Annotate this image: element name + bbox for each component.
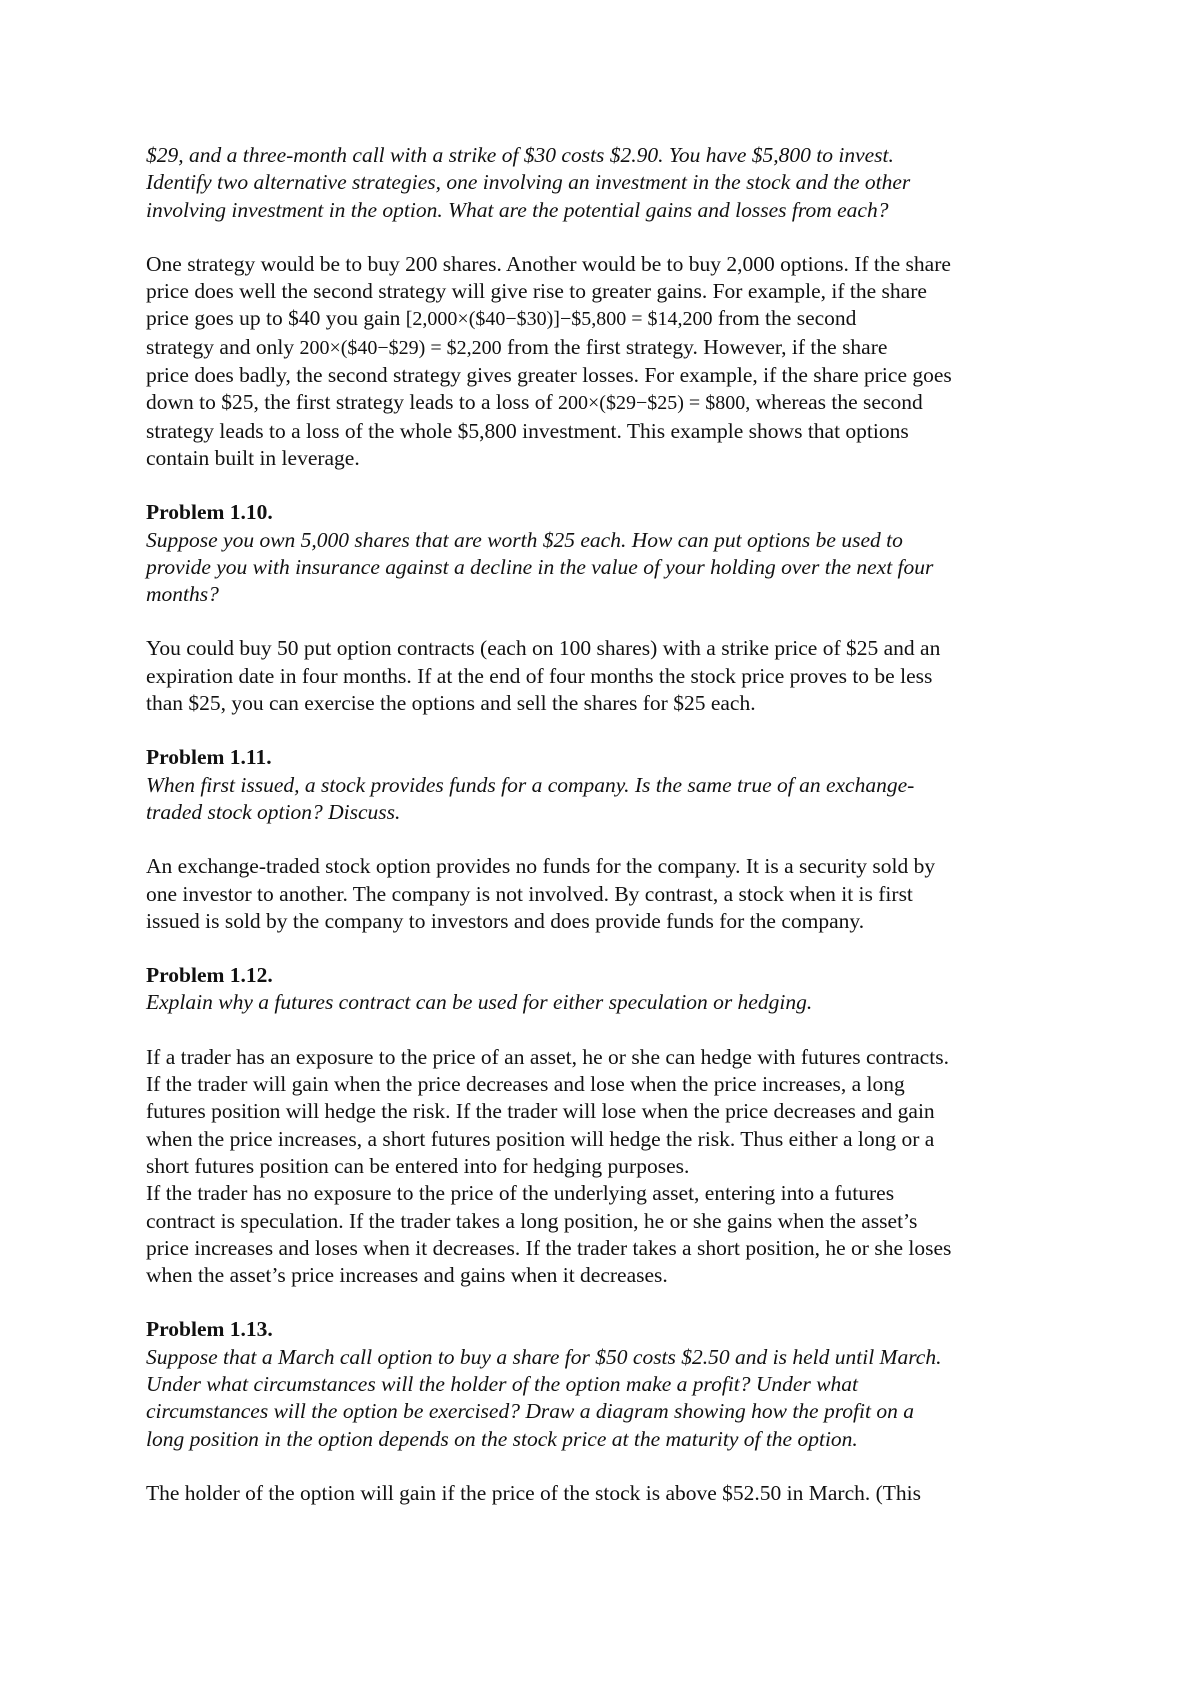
answer-line: price does well the second strategy will give rise to greater gains. For example, if the share bbox=[146, 279, 927, 304]
answer-text: from the second bbox=[712, 306, 857, 331]
answer-line: expiration date in four months. If at the end of four months the stock price proves to be less bbox=[146, 663, 933, 688]
spacer bbox=[146, 935, 1066, 962]
answer-line bbox=[146, 334, 1066, 362]
spacer bbox=[146, 1453, 1066, 1480]
question-line: traded stock option? Discuss. bbox=[146, 799, 401, 824]
math-expression: 200×($29−$25) = $800, bbox=[558, 392, 751, 415]
answer-line: one investor to another. The company is not involved. By contrast, a stock when it is first bbox=[146, 881, 913, 906]
intro-question bbox=[146, 142, 1066, 224]
answer-line: An exchange-traded stock option provides no funds for the company. It is a security sold by bbox=[146, 854, 936, 879]
answer-line: contract is speculation. If the trader takes a long position, he or she gains when the asset’s bbox=[146, 1208, 918, 1233]
problem-1-10 bbox=[146, 499, 1066, 717]
problem-1-11 bbox=[146, 744, 1066, 935]
answer-line: futures position will hedge the risk. If the trader will lose when the price decreases and gain bbox=[146, 1099, 935, 1124]
problem-1-12 bbox=[146, 962, 1066, 1289]
math-expression: [2,000×($40−$30)]−$5,800 = $14,200 bbox=[405, 308, 713, 331]
answer-text: whereas the second bbox=[750, 390, 923, 415]
question-line: When first issued, a stock provides funds for a company. Is the same true of an exchange- bbox=[146, 772, 915, 797]
problem-1-13 bbox=[146, 1316, 1066, 1507]
answer-line: You could buy 50 put option contracts (each on 100 shares) with a strike price of $25 and an bbox=[146, 636, 941, 661]
answer-line: short futures position can be entered into for hedging purposes. bbox=[146, 1153, 690, 1178]
answer-line: If the trader has no exposure to the price of the underlying asset, entering into a futures bbox=[146, 1181, 895, 1206]
answer-line: If a trader has an exposure to the price of an asset, he or she can hedge with futures contracts. bbox=[146, 1044, 949, 1069]
answer-line: One strategy would be to buy 200 shares. Another would be to buy 2,000 options. If the share bbox=[146, 251, 951, 276]
answer-line: contain built in leverage. bbox=[146, 445, 360, 470]
answer-line: strategy leads to a loss of the whole $5,800 investment. This example shows that options bbox=[146, 418, 909, 443]
answer-line: price does badly, the second strategy gives greater losses. For example, if the share price goes bbox=[146, 363, 952, 388]
question-line: provide you with insurance against a decline in the value of your holding over the next four bbox=[146, 554, 934, 579]
question-line: Under what circumstances will the holder of the option make a profit? Under what bbox=[146, 1371, 859, 1396]
answer-text: price goes up to $40 you gain bbox=[146, 306, 406, 331]
question-line: months? bbox=[146, 582, 219, 607]
math-expression: 200×($40−$29) = $2,200 bbox=[299, 336, 502, 359]
answer-line: when the asset’s price increases and gains when it decreases. bbox=[146, 1263, 668, 1288]
intro-answer bbox=[146, 251, 1066, 472]
problem-heading: Problem 1.13. bbox=[146, 1317, 273, 1342]
question-line: $29, and a three-month call with a strike of $30 costs $2.90. You have $5,800 to invest. bbox=[146, 143, 894, 167]
answer-line: If the trader will gain when the price decreases and lose when the price increases, a long bbox=[146, 1072, 905, 1097]
document-page bbox=[146, 142, 1066, 1507]
spacer bbox=[146, 472, 1066, 499]
question-line: long position in the option depends on the stock price at the maturity of the option. bbox=[146, 1426, 858, 1451]
question-line: Suppose that a March call option to buy a share for $50 costs $2.50 and is held until March. bbox=[146, 1344, 942, 1369]
answer-text: from the first strategy. However, if the share bbox=[501, 334, 888, 359]
spacer bbox=[146, 717, 1066, 744]
question-line: involving investment in the option. What are the potential gains and losses from each? bbox=[146, 197, 889, 222]
question-line: circumstances will the option be exercised? Draw a diagram showing how the profit on a bbox=[146, 1399, 914, 1424]
spacer bbox=[146, 1289, 1066, 1316]
problem-heading: Problem 1.11. bbox=[146, 745, 272, 770]
answer-text: strategy and only bbox=[146, 334, 300, 359]
spacer bbox=[146, 224, 1066, 251]
answer-line: when the price increases, a short futures position will hedge the risk. Thus either a long or a bbox=[146, 1126, 935, 1151]
answer-line: price increases and loses when it decreases. If the trader takes a short position, he or she loses bbox=[146, 1235, 952, 1260]
answer-line bbox=[146, 389, 1066, 417]
question-line: Explain why a futures contract can be used for either speculation or hedging. bbox=[146, 990, 813, 1015]
spacer bbox=[146, 608, 1066, 635]
spacer bbox=[146, 1017, 1066, 1044]
question-line: Suppose you own 5,000 shares that are worth $25 each. How can put options be used to bbox=[146, 527, 903, 552]
answer-line: than $25, you can exercise the options and sell the shares for $25 each. bbox=[146, 691, 756, 716]
answer-line: issued is sold by the company to investors and does provide funds for the company. bbox=[146, 908, 865, 933]
answer-text: down to $25, the first strategy leads to a loss of bbox=[146, 390, 559, 415]
spacer bbox=[146, 826, 1066, 853]
answer-line bbox=[146, 305, 1066, 333]
problem-heading: Problem 1.10. bbox=[146, 500, 273, 525]
problem-heading: Problem 1.12. bbox=[146, 963, 273, 988]
answer-line: The holder of the option will gain if the price of the stock is above $52.50 in March. (This bbox=[146, 1480, 922, 1505]
question-line: Identify two alternative strategies, one involving an investment in the stock and the other bbox=[146, 170, 911, 195]
